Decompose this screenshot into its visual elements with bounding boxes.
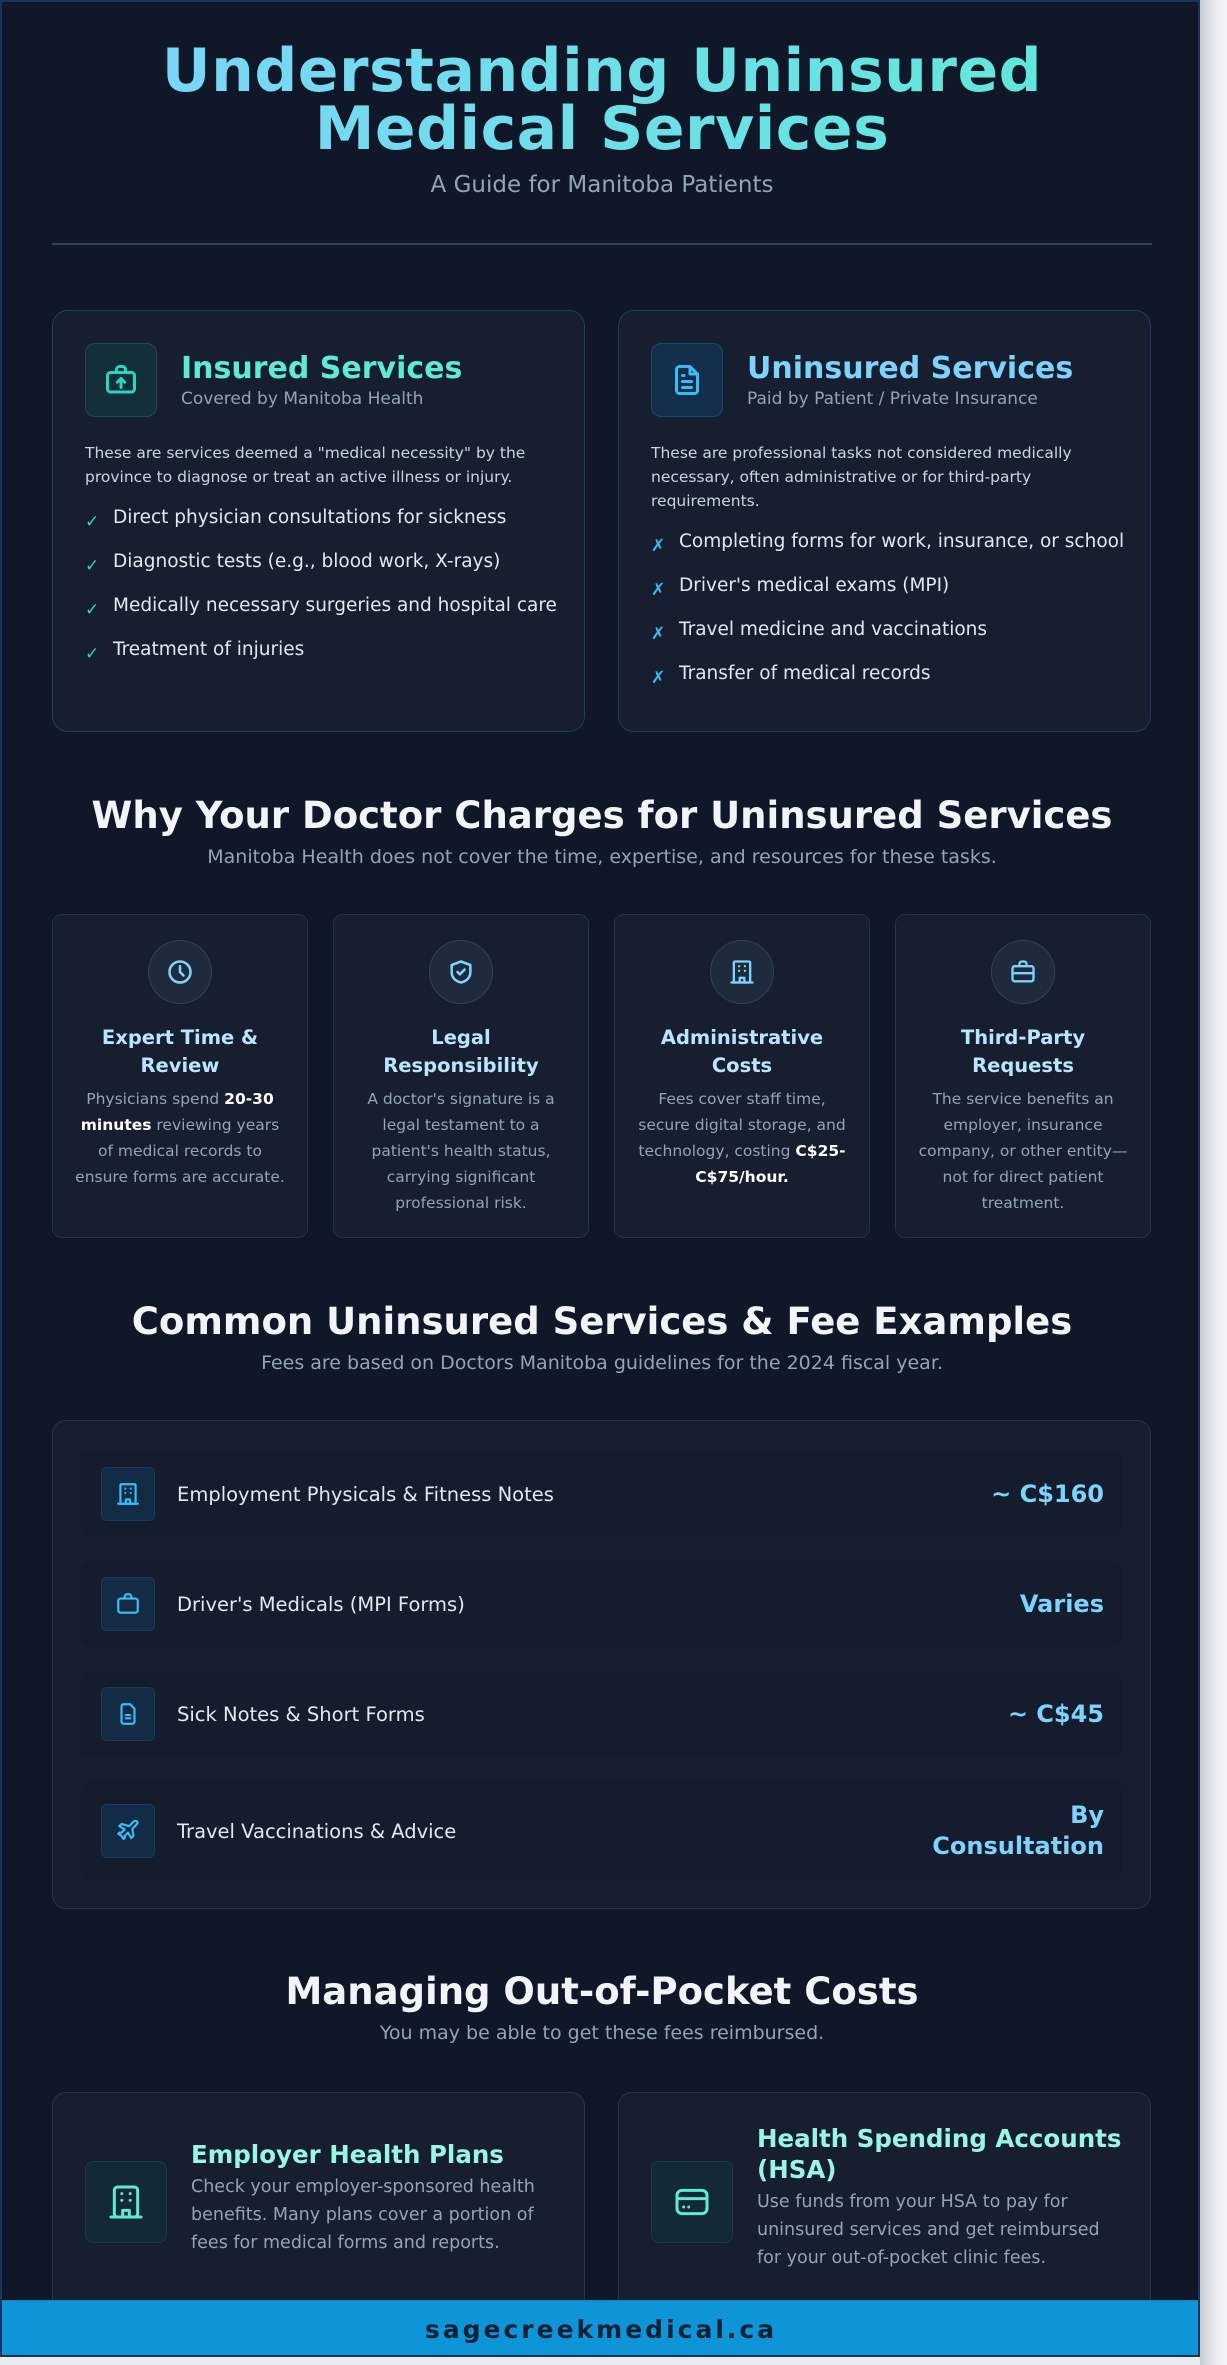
tip-title: Employer Health Plans bbox=[191, 2140, 504, 2169]
why-title: Why Your Doctor Charges for Uninsured Services bbox=[91, 794, 1113, 837]
costs-subtitle: You may be able to get these fees reimbursed. bbox=[379, 2022, 825, 2044]
reason-text: The service benefits an employer, insurance company, or other entity—not for direct patient treatment. bbox=[918, 1090, 1128, 1212]
fee-service-label: Travel Vaccinations & Advice bbox=[177, 1819, 457, 1843]
reason-text: Physicians spend 20-30 minutes reviewing years of medical records to ensure forms are accurate. bbox=[75, 1090, 285, 1186]
reason-title: Administrative Costs bbox=[660, 1026, 824, 1077]
insured-list bbox=[85, 507, 557, 683]
fee-price: ~ C$45 bbox=[1007, 1699, 1104, 1728]
fees-subtitle: Fees are based on Doctors Manitoba guidelines for the 2024 fiscal year. bbox=[261, 1352, 943, 1374]
insured-description: These are services deemed a "medical necessity" by the province to diagnose or treat an active illness or injury. bbox=[85, 444, 526, 486]
building-icon bbox=[85, 2161, 167, 2243]
list-item: ✗ Transfer of medical records bbox=[651, 663, 931, 688]
list-item: ✗ Completing forms for work, insurance, or school bbox=[651, 531, 1125, 556]
reason-card-administrative bbox=[614, 914, 870, 1238]
page-title bbox=[2, 36, 1200, 164]
title-line-2: Medical Services bbox=[314, 94, 890, 164]
insured-subtitle: Covered by Manitoba Health bbox=[181, 389, 424, 409]
costs-section-header bbox=[2, 1970, 1200, 2044]
reason-text: A doctor's signature is a legal testament to a patient's health status, carrying significant professional risk. bbox=[367, 1090, 555, 1212]
fee-row bbox=[81, 1561, 1122, 1647]
building-icon bbox=[101, 1467, 155, 1521]
uninsured-subtitle: Paid by Patient / Private Insurance bbox=[747, 389, 1038, 409]
tip-text: Check your employer-sponsored health benefits. Many plans cover a portion of fees for medical forms and reports. bbox=[191, 2177, 535, 2253]
fee-row bbox=[81, 1781, 1122, 1881]
reason-card-expert-time bbox=[52, 914, 308, 1238]
reason-title: Expert Time & Review bbox=[101, 1026, 259, 1077]
plane-icon bbox=[101, 1804, 155, 1858]
check-icon: ✓ bbox=[85, 512, 100, 532]
building-icon bbox=[710, 940, 774, 1004]
check-icon: ✓ bbox=[85, 644, 100, 664]
page-shadow bbox=[1200, 0, 1227, 2365]
uninsured-services-card bbox=[618, 310, 1151, 732]
list-item: ✓ Direct physician consultations for sickness bbox=[85, 507, 507, 532]
fee-price: By Consultation bbox=[932, 1801, 1104, 1860]
check-icon: ✓ bbox=[85, 556, 100, 576]
fee-service-label: Employment Physicals & Fitness Notes bbox=[177, 1482, 554, 1506]
page-subtitle: A Guide for Manitoba Patients bbox=[430, 172, 774, 198]
fee-price: ~ C$160 bbox=[991, 1479, 1104, 1508]
title-line-1: Understanding Uninsured bbox=[161, 36, 1043, 106]
fees-title: Common Uninsured Services & Fee Examples bbox=[131, 1300, 1073, 1343]
reason-title: Legal Responsibility bbox=[383, 1026, 539, 1077]
fee-examples-table bbox=[52, 1420, 1151, 1909]
briefcase-medical-icon bbox=[85, 343, 157, 417]
file-text-icon bbox=[651, 343, 723, 417]
reason-title: Third-Party Requests bbox=[960, 1026, 1086, 1077]
fees-section-header bbox=[2, 1300, 1200, 1374]
page-header bbox=[2, 36, 1200, 198]
uninsured-title: Uninsured Services bbox=[747, 351, 1074, 386]
fee-service-label: Driver's Medicals (MPI Forms) bbox=[177, 1592, 465, 1616]
cross-icon: ✗ bbox=[651, 668, 666, 688]
fee-price: Varies bbox=[1019, 1589, 1104, 1618]
reason-card-legal bbox=[333, 914, 589, 1238]
uninsured-list bbox=[651, 531, 1124, 707]
list-item: ✗ Travel medicine and vaccinations bbox=[651, 619, 988, 644]
insured-title: Insured Services bbox=[181, 351, 463, 386]
list-item: ✗ Driver's medical exams (MPI) bbox=[651, 575, 950, 600]
reason-text: Fees cover staff time, secure digital storage, and technology, costing C$25-C$75/hour. bbox=[638, 1090, 846, 1186]
fee-row bbox=[81, 1671, 1122, 1757]
clock-icon bbox=[148, 940, 212, 1004]
tip-title: Health Spending Accounts (HSA) bbox=[757, 2124, 1122, 2184]
why-subtitle: Manitoba Health does not cover the time, expertise, and resources for these tasks. bbox=[207, 846, 997, 868]
footer-banner bbox=[2, 2300, 1200, 2357]
cross-icon: ✗ bbox=[651, 580, 666, 600]
reason-card-third-party bbox=[895, 914, 1151, 1238]
insured-services-card bbox=[52, 310, 585, 732]
fee-service-label: Sick Notes & Short Forms bbox=[177, 1702, 425, 1726]
tip-text: Use funds from your HSA to pay for uninsured services and get reimbursed for your out-of-pocket clinic fees. bbox=[757, 2192, 1100, 2268]
cross-icon: ✗ bbox=[651, 624, 666, 644]
briefcase-icon bbox=[991, 940, 1055, 1004]
uninsured-description: These are professional tasks not considered medically necessary, often administrative or for third-party requirements. bbox=[651, 444, 1072, 510]
list-item: ✓ Diagnostic tests (e.g., blood work, X-rays) bbox=[85, 551, 501, 576]
briefcase-icon bbox=[101, 1577, 155, 1631]
list-item: ✓ Medically necessary surgeries and hospital care bbox=[85, 595, 557, 620]
file-icon bbox=[101, 1687, 155, 1741]
why-section-header bbox=[2, 794, 1200, 868]
cross-icon: ✗ bbox=[651, 536, 666, 556]
header-divider bbox=[52, 243, 1152, 245]
credit-card-icon bbox=[651, 2161, 733, 2243]
costs-title: Managing Out-of-Pocket Costs bbox=[285, 1970, 919, 2013]
list-item: ✓ Treatment of injuries bbox=[85, 639, 305, 664]
fee-row bbox=[81, 1451, 1122, 1537]
shield-check-icon bbox=[429, 940, 493, 1004]
website-link[interactable]: sagecreekmedical.ca bbox=[424, 2314, 778, 2344]
check-icon: ✓ bbox=[85, 600, 100, 620]
